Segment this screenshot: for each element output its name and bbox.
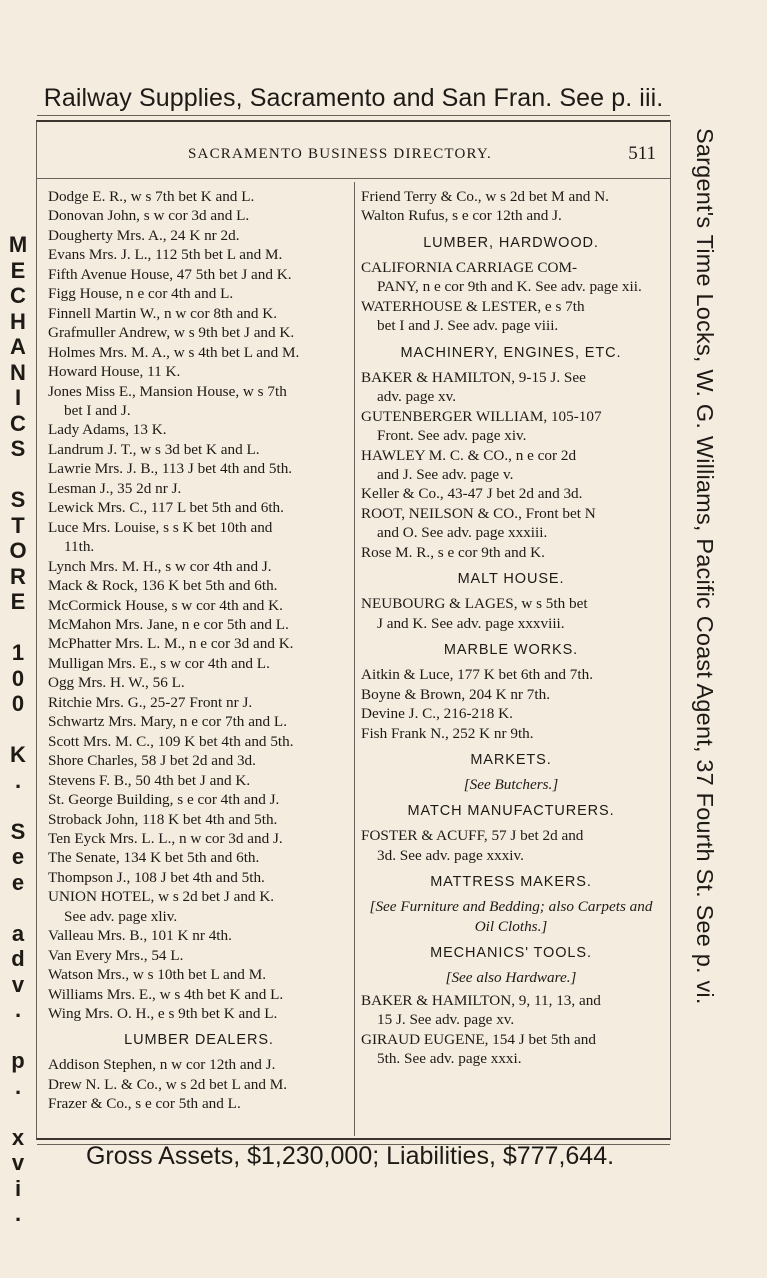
directory-entry bbox=[48, 712, 350, 731]
directory-entry bbox=[48, 1094, 350, 1113]
directory-entry bbox=[48, 790, 350, 809]
left-vertical-letter: M bbox=[8, 232, 28, 257]
entry-text: Watson Mrs., w s 10th bet L and M. bbox=[48, 966, 266, 984]
category-heading: MARKETS. bbox=[470, 751, 552, 768]
entry-text: UNION HOTEL, w s 2d bet J and K. bbox=[48, 888, 275, 906]
directory-entry bbox=[48, 829, 350, 848]
entry-text: Fish Frank N., 252 K nr 9th. bbox=[361, 724, 534, 742]
directory-entry bbox=[361, 665, 661, 684]
directory-entry bbox=[361, 446, 661, 485]
directory-entry bbox=[48, 206, 350, 225]
directory-entry bbox=[361, 685, 661, 704]
left-vertical-letter: e bbox=[11, 869, 25, 895]
directory-entry bbox=[361, 991, 661, 1030]
entry-text: Shore Charles, 58 J bet 2d and 3d. bbox=[48, 752, 256, 770]
entry-text: Mulligan Mrs. E., s w cor 4th and L. bbox=[48, 654, 270, 672]
directory-entry bbox=[361, 407, 661, 446]
entry-text: Finnell Martin W., n w cor 8th and K. bbox=[48, 304, 278, 322]
cross-reference-note: [See Furniture and Bedding; also Carpets and Oil Cloths.] bbox=[369, 898, 653, 935]
entry-text: HAWLEY M. C. & CO., n e cor 2d bbox=[361, 446, 577, 464]
left-vertical-letter: p bbox=[11, 1048, 25, 1073]
left-vertical-letter: E bbox=[10, 257, 26, 283]
entry-text: Friend Terry & Co., w s 2d bet M and N. bbox=[361, 188, 609, 205]
left-vertical-letter: d bbox=[11, 946, 25, 971]
entry-text: Valleau Mrs. B., 101 K nr 4th. bbox=[48, 927, 232, 945]
entry-text: Williams Mrs. E., w s 4th bet K and L. bbox=[48, 985, 284, 1003]
directory-entry bbox=[48, 1055, 350, 1074]
category-heading: LUMBER, HARDWOOD. bbox=[423, 234, 599, 251]
left-vertical-letter: K bbox=[10, 742, 26, 767]
directory-entry bbox=[48, 284, 350, 303]
left-vertical-letter bbox=[5, 895, 31, 921]
entry-text: WATERHOUSE & LESTER, e s 7th bbox=[361, 297, 585, 315]
left-vertical-letter: C bbox=[10, 410, 26, 436]
directory-entry bbox=[361, 724, 661, 743]
right-vertical-advertisement: Sargent's Time Locks, W. G. Williams, Pacific Coast Agent, 37 Fourth St. See p. vi. bbox=[692, 128, 718, 1005]
directory-entry bbox=[48, 673, 350, 692]
directory-entry bbox=[48, 576, 350, 595]
cross-reference-note: [See Butchers.] bbox=[463, 775, 559, 793]
left-vertical-letter: A bbox=[10, 334, 26, 359]
entry-continuation: and O. See adv. page xxxiii. bbox=[377, 524, 548, 542]
entry-text: Fifth Avenue House, 47 5th bet J and K. bbox=[48, 265, 292, 283]
category-heading: MECHANICS' TOOLS. bbox=[430, 945, 592, 962]
entry-text: BAKER & HAMILTON, 9-15 J. See bbox=[361, 368, 586, 386]
directory-entry bbox=[48, 323, 350, 342]
entry-text: CALIFORNIA CARRIAGE COM- bbox=[361, 258, 578, 276]
directory-entry bbox=[48, 226, 350, 245]
directory-entry bbox=[361, 543, 661, 562]
entry-continuation: 11th. bbox=[64, 538, 95, 556]
directory-entry bbox=[48, 810, 350, 829]
entry-text: Grafmuller Andrew, w s 9th bet J and K. bbox=[48, 324, 295, 342]
running-header bbox=[36, 143, 656, 168]
bottom-advertisement-banner: Gross Assets, $1,230,000; Liabilities, $777,644. bbox=[85, 1142, 615, 1170]
directory-entry bbox=[48, 245, 350, 264]
directory-entry bbox=[48, 926, 350, 945]
left-vertical-letter bbox=[5, 462, 31, 488]
directory-entry bbox=[48, 848, 350, 867]
entry-text: Lawrie Mrs. J. B., 113 J bet 4th and 5th. bbox=[48, 460, 293, 478]
cross-reference-note: [See also Hardware.] bbox=[445, 969, 577, 987]
entry-text: Figg House, n e cor 4th and L. bbox=[48, 285, 234, 303]
directory-entry bbox=[48, 440, 350, 459]
left-vertical-letter: R bbox=[10, 563, 26, 589]
entry-text: Addison Stephen, n w cor 12th and J. bbox=[48, 1056, 276, 1074]
directory-entry bbox=[48, 518, 350, 557]
entry-continuation: and J. See adv. page v. bbox=[377, 465, 514, 483]
left-vertical-letter: v bbox=[11, 971, 25, 997]
directory-entry bbox=[48, 693, 350, 712]
entry-continuation: adv. page xv. bbox=[377, 388, 456, 406]
directory-entry bbox=[48, 459, 350, 478]
entry-text: McCormick House, s w cor 4th and K. bbox=[48, 596, 283, 614]
left-vertical-letter bbox=[5, 1099, 31, 1125]
directory-entry bbox=[48, 382, 350, 421]
left-vertical-letter bbox=[5, 793, 31, 819]
directory-entry bbox=[361, 258, 661, 297]
left-vertical-letter: S bbox=[10, 436, 26, 461]
category-heading: MARBLE WORKS. bbox=[443, 642, 579, 659]
entry-text: Schwartz Mrs. Mary, n e cor 7th and L. bbox=[48, 713, 287, 731]
left-vertical-letter: S bbox=[10, 487, 26, 512]
directory-entry bbox=[48, 343, 350, 362]
directory-entry bbox=[361, 297, 661, 336]
entry-text: Devine J. C., 216-218 K. bbox=[361, 705, 513, 723]
entry-text: NEUBOURG & LAGES, w s 5th bet bbox=[361, 595, 588, 613]
category-heading: MATTRESS MAKERS. bbox=[430, 874, 592, 891]
directory-entry bbox=[361, 187, 661, 206]
entry-text: Dougherty Mrs. A., 24 K nr 2d. bbox=[48, 226, 240, 244]
directory-entry bbox=[48, 479, 350, 498]
left-vertical-letter: E bbox=[10, 589, 26, 614]
entry-text: Drew N. L. & Co., w s 2d bet L and M. bbox=[48, 1075, 288, 1093]
entry-text: FOSTER & ACUFF, 57 J bet 2d and bbox=[361, 827, 584, 845]
directory-entry bbox=[361, 1030, 661, 1069]
entry-text: Ten Eyck Mrs. L. L., n w cor 3d and J. bbox=[48, 829, 283, 847]
entry-continuation: 5th. See adv. page xxxi. bbox=[377, 1050, 522, 1068]
directory-entry bbox=[48, 965, 350, 984]
left-vertical-letter bbox=[5, 1023, 31, 1049]
entry-text: BAKER & HAMILTON, 9, 11, 13, and bbox=[361, 991, 601, 1009]
left-vertical-letter: 1 bbox=[11, 640, 25, 665]
right-column bbox=[361, 187, 661, 1069]
entry-text: McPhatter Mrs. L. M., n e cor 3d and K. bbox=[48, 635, 294, 653]
entry-continuation: J and K. See adv. page xxxviii. bbox=[377, 614, 565, 632]
entry-text: Donovan John, s w cor 3d and L. bbox=[48, 207, 250, 225]
header-rule bbox=[37, 178, 670, 179]
left-vertical-letter: O bbox=[9, 538, 27, 563]
entry-text: Wing Mrs. O. H., e s 9th bet K and L. bbox=[48, 1005, 278, 1023]
directory-entry bbox=[48, 887, 350, 926]
entry-continuation: bet I and J. bbox=[64, 401, 131, 419]
entry-text: Mack & Rock, 136 K bet 5th and 6th. bbox=[48, 577, 278, 595]
category-heading: MACHINERY, ENGINES, ETC. bbox=[400, 344, 622, 361]
directory-entry bbox=[48, 771, 350, 790]
entry-text: Lady Adams, 13 K. bbox=[48, 421, 167, 439]
left-vertical-letter: 0 bbox=[11, 691, 25, 716]
entry-text: Lewick Mrs. C., 117 L bet 5th and 6th. bbox=[48, 499, 284, 517]
entry-text: Luce Mrs. Louise, s s K bet 10th and bbox=[48, 518, 273, 536]
top-advertisement-banner: Railway Supplies, Sacramento and San Fran. See p. iii. bbox=[43, 84, 664, 112]
directory-entry bbox=[48, 596, 350, 615]
entry-text: Frazer & Co., s e cor 5th and L. bbox=[48, 1095, 241, 1113]
entry-text: Rose M. R., s e cor 9th and K. bbox=[361, 543, 545, 561]
entry-continuation: 15 J. See adv. page xv. bbox=[377, 1011, 515, 1029]
left-vertical-letter: . bbox=[14, 1073, 22, 1099]
entry-text: Aitkin & Luce, 177 K bet 6th and 7th. bbox=[361, 666, 593, 684]
entry-text: Ritchie Mrs. G., 25-27 Front nr J. bbox=[48, 693, 253, 711]
directory-entry bbox=[48, 615, 350, 634]
left-vertical-letter: x bbox=[11, 1124, 25, 1150]
directory-entry bbox=[48, 362, 350, 381]
directory-entry bbox=[48, 985, 350, 1004]
entry-continuation: 3d. See adv. page xxxiv. bbox=[377, 846, 524, 864]
category-heading: MATCH MANUFACTURERS. bbox=[407, 803, 615, 820]
directory-entry bbox=[48, 654, 350, 673]
directory-entry bbox=[361, 484, 661, 503]
left-vertical-letter: T bbox=[11, 512, 25, 538]
directory-entry bbox=[48, 498, 350, 517]
entry-text: Scott Mrs. M. C., 109 K bet 4th and 5th. bbox=[48, 732, 294, 750]
left-vertical-letter: H bbox=[10, 308, 26, 334]
entry-text: GUTENBERGER WILLIAM, 105-107 bbox=[361, 407, 602, 425]
directory-title: SACRAMENTO BUSINESS DIRECTORY. bbox=[188, 146, 492, 162]
left-vertical-letter: . bbox=[14, 1201, 22, 1226]
directory-entry bbox=[361, 594, 661, 633]
left-vertical-letter: S bbox=[10, 818, 26, 844]
entry-text: ROOT, NEILSON & CO., Front bet N bbox=[361, 504, 596, 522]
left-vertical-letter: . bbox=[14, 997, 22, 1022]
entry-text: McMahon Mrs. Jane, n e cor 5th and L. bbox=[48, 615, 289, 633]
column-divider bbox=[354, 182, 355, 1136]
entry-text: Walton Rufus, s e cor 12th and J. bbox=[361, 207, 562, 225]
entry-continuation: PANY, n e cor 9th and K. See adv. page xii. bbox=[377, 278, 642, 296]
left-vertical-letter bbox=[5, 615, 31, 641]
entry-continuation: See adv. page xliv. bbox=[64, 907, 178, 925]
directory-entry bbox=[48, 1004, 350, 1023]
entry-text: Evans Mrs. J. L., 112 5th bet L and M. bbox=[48, 246, 283, 264]
directory-entry bbox=[361, 504, 661, 543]
left-vertical-letter: i bbox=[14, 1175, 22, 1201]
directory-entry bbox=[48, 304, 350, 323]
left-vertical-letter: I bbox=[14, 385, 22, 410]
entry-continuation: bet I and J. See adv. page viii. bbox=[377, 317, 559, 335]
left-vertical-letter: 0 bbox=[11, 665, 25, 691]
left-vertical-letter: C bbox=[10, 283, 26, 308]
directory-entry bbox=[361, 704, 661, 723]
left-vertical-advertisement bbox=[5, 232, 31, 1227]
entry-text: Holmes Mrs. M. A., w s 4th bet L and M. bbox=[48, 343, 300, 361]
left-vertical-letter: v bbox=[11, 1150, 25, 1175]
entry-text: Dodge E. R., w s 7th bet K and L. bbox=[48, 188, 255, 205]
directory-entry bbox=[361, 826, 661, 865]
entry-text: Van Every Mrs., 54 L. bbox=[48, 946, 184, 964]
directory-entry bbox=[48, 420, 350, 439]
entry-text: Stroback John, 118 K bet 4th and 5th. bbox=[48, 810, 278, 828]
entry-text: The Senate, 134 K bet 5th and 6th. bbox=[48, 849, 260, 867]
entry-text: Lesman J., 35 2d nr J. bbox=[48, 479, 182, 497]
entry-text: GIRAUD EUGENE, 154 J bet 5th and bbox=[361, 1030, 596, 1048]
entry-text: Lynch Mrs. M. H., s w cor 4th and J. bbox=[48, 557, 272, 575]
directory-entry bbox=[48, 187, 350, 206]
directory-entry bbox=[48, 946, 350, 965]
left-vertical-letter bbox=[5, 717, 31, 743]
directory-entry bbox=[48, 1075, 350, 1094]
directory-entry bbox=[48, 557, 350, 576]
directory-entry bbox=[361, 206, 661, 225]
left-vertical-letter: e bbox=[11, 844, 25, 869]
left-column bbox=[48, 187, 350, 1114]
entry-text: Ogg Mrs. H. W., 56 L. bbox=[48, 674, 185, 692]
entry-text: St. George Building, s e cor 4th and J. bbox=[48, 791, 280, 809]
entry-text: Howard House, 11 K. bbox=[48, 363, 181, 381]
category-heading: MALT HOUSE. bbox=[457, 571, 565, 588]
left-vertical-letter: a bbox=[11, 920, 25, 946]
entry-text: Thompson J., 108 J bet 4th and 5th. bbox=[48, 868, 265, 886]
page-number: 511 bbox=[628, 143, 656, 164]
entry-text: Boyne & Brown, 204 K nr 7th. bbox=[361, 685, 550, 703]
entry-text: Landrum J. T., w s 3d bet K and L. bbox=[48, 440, 260, 458]
directory-entry bbox=[361, 368, 661, 407]
entry-text: Stevens F. B., 50 4th bet J and K. bbox=[48, 771, 251, 789]
directory-entry bbox=[48, 265, 350, 284]
left-vertical-letter: . bbox=[14, 767, 22, 793]
directory-entry bbox=[48, 634, 350, 653]
entry-text: Jones Miss E., Mansion House, w s 7th bbox=[48, 382, 287, 400]
entry-text: Keller & Co., 43-47 J bet 2d and 3d. bbox=[361, 485, 583, 503]
directory-entry bbox=[48, 751, 350, 770]
directory-entry bbox=[48, 732, 350, 751]
category-heading: LUMBER DEALERS. bbox=[124, 1032, 274, 1049]
left-vertical-letter: N bbox=[10, 359, 26, 385]
entry-continuation: Front. See adv. page xiv. bbox=[377, 427, 527, 445]
directory-entry bbox=[48, 868, 350, 887]
